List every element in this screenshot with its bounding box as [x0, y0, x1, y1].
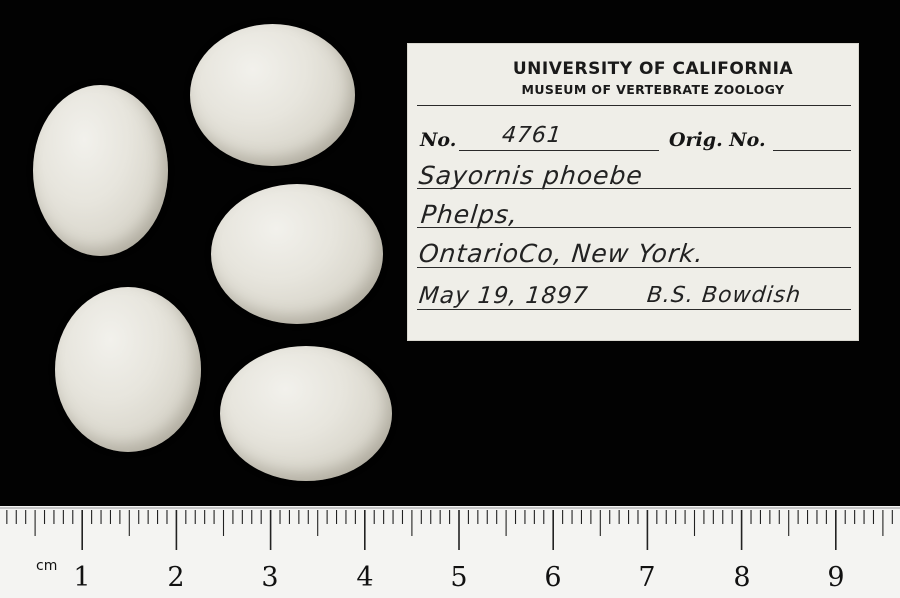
egg-3: [211, 184, 383, 324]
museum-name: MUSEUM OF VERTEBRATE ZOOLOGY: [521, 82, 785, 97]
ruler-number: 2: [167, 562, 185, 593]
ruler-number: 6: [544, 562, 562, 593]
scale-ruler: [0, 506, 900, 598]
ruler-number: 7: [638, 562, 656, 593]
institution-name: UNIVERSITY OF CALIFORNIA: [512, 59, 794, 79]
specimen-label: [407, 43, 859, 341]
no-underline: [459, 150, 659, 151]
orig-no-underline: [773, 150, 851, 151]
collection-date: May 19, 1897: [417, 283, 590, 309]
label-rule: [417, 227, 851, 228]
ruler-number: 3: [261, 562, 279, 593]
label-rule: [417, 309, 851, 310]
ruler-number: 8: [733, 562, 751, 593]
no-label: No.: [420, 129, 457, 151]
egg-2: [33, 85, 168, 256]
label-rule: [417, 188, 851, 189]
species-name: Sayornis phoebe: [417, 161, 645, 190]
egg-4: [55, 287, 201, 452]
collector-name: B.S. Bowdish: [645, 283, 803, 308]
egg-5: [220, 346, 392, 481]
catalog-number: 4761: [500, 123, 564, 148]
ruler-number: 1: [73, 562, 91, 593]
ruler-number: 9: [827, 562, 845, 593]
label-rule: [417, 267, 851, 268]
ruler-unit: cm: [36, 558, 58, 574]
orig-no-label: Orig. No.: [669, 129, 766, 151]
locality-line-2: OntarioCo, New York.: [417, 239, 706, 268]
label-rule: [417, 105, 851, 106]
locality-line-1: Phelps,: [419, 200, 520, 229]
ruler-number: 5: [450, 562, 468, 593]
egg-1: [190, 24, 355, 166]
ruler-number: 4: [356, 562, 374, 593]
